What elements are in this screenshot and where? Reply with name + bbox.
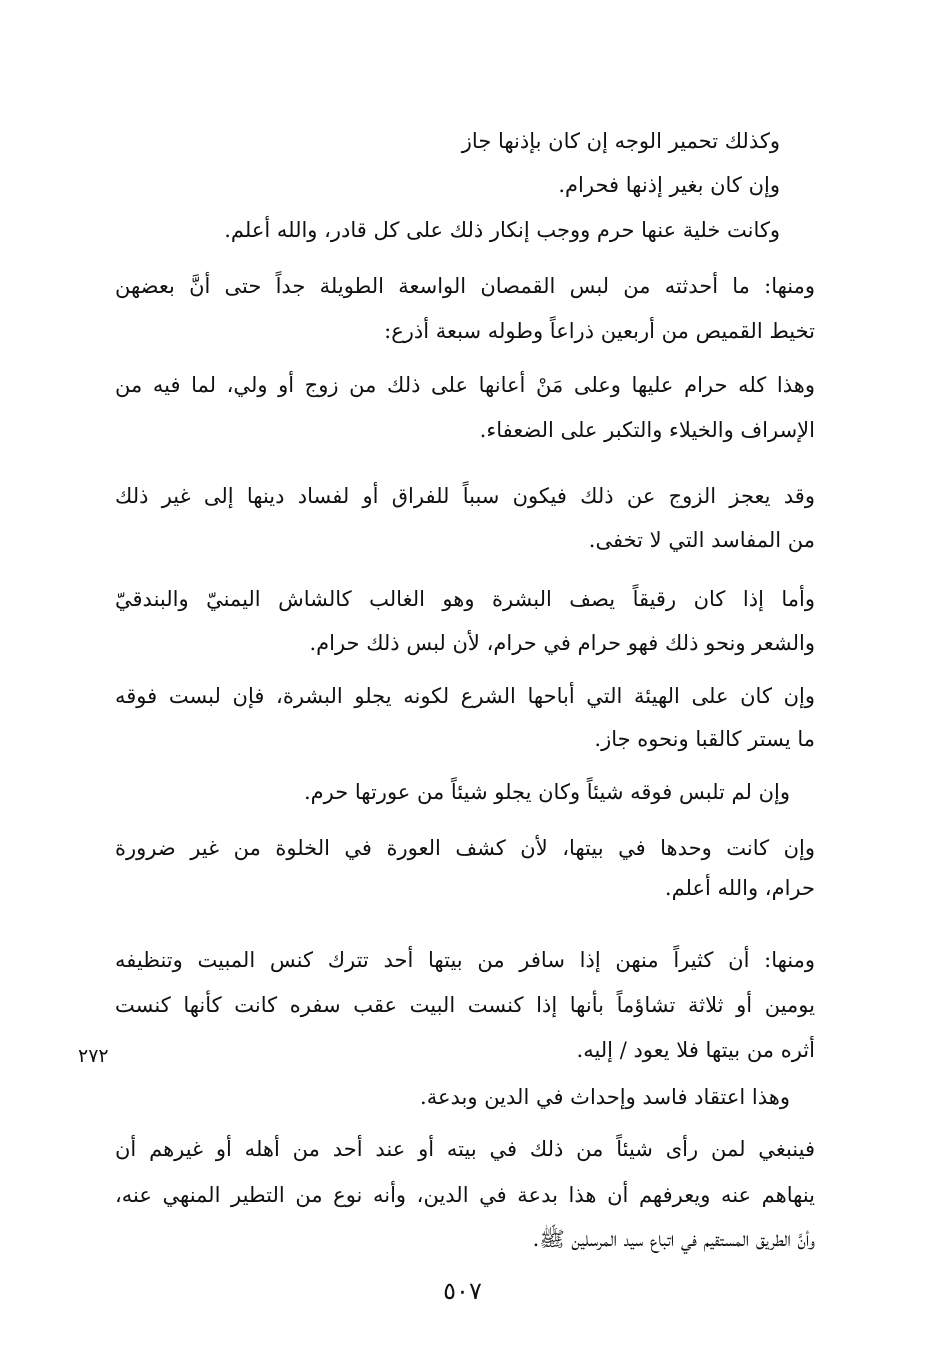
text-line: ومنها: أن كثيراً منهن إذا سافر من بيتها أحد تترك كنس المبيت وتنظيفه [115, 948, 815, 972]
text-line: يومين أو ثلاثة تشاؤماً بأنها إذا كنست البيت عقب سفره كانت كأنها كنست [115, 993, 815, 1017]
text-line: وإن كان بغير إذنها فحرام. [558, 173, 780, 197]
text-line: الإسراف والخيلاء والتكبر على الضعفاء. [479, 418, 815, 442]
text-line: وأما إذا كان رقيقاً يصف البشرة وهو الغالب كالشاش اليمنيّ والبندقيّ [115, 587, 815, 611]
text-line: من المفاسد التي لا تخفى. [588, 528, 815, 552]
text-line: ومنها: ما أحدثته من لبس القمصان الواسعة الطويلة جداً حتى أنَّ بعضهن [115, 274, 815, 298]
text-line: والشعر ونحو ذلك فهو حرام في حرام، لأن لبس ذلك حرام. [309, 631, 815, 655]
text-line: وإن لم تلبس فوقه شيئاً وكان يجلو شيئاً من عورتها حرم. [303, 780, 790, 804]
text-line: وكانت خلية عنها حرم ووجب إنكار ذلك على كل قادر، والله أعلم. [224, 218, 780, 242]
text-line: وقد يعجز الزوج عن ذلك فيكون سبباً للفراق أو لفساد دينها إلى غير ذلك [115, 484, 815, 508]
text-line: ينهاهم عنه ويعرفهم أن هذا بدعة في الدين، وأنه نوع من التطير المنهي عنه، [115, 1183, 815, 1207]
margin-reference-number: ٢٧٢ [78, 1045, 109, 1067]
text-line: وأنَّ الطريق المستقيم في اتباع سيد المرسلين ﷺ. [532, 1227, 815, 1251]
text-line: حرام، والله أعلم. [664, 876, 815, 900]
text-line: تخيط القميص من أربعين ذراعاً وطوله سبعة أذرع: [384, 319, 815, 343]
text-line: ما يستر كالقبا ونحوه جاز. [594, 727, 815, 751]
text-line: فينبغي لمن رأى شيئاً من ذلك في بيته أو عند أحد من أهله أو غيرهم أن [115, 1137, 815, 1161]
text-line: وإن كانت وحدها في بيتها، لأن كشف العورة في الخلوة من غير ضرورة [115, 836, 815, 860]
text-line: وهذا اعتقاد فاسد وإحداث في الدين وبدعة. [420, 1085, 790, 1109]
text-line: وكذلك تحمير الوجه إن كان بإذنها جاز [461, 129, 780, 153]
text-line: وهذا كله حرام عليها وعلى مَنْ أعانها على ذلك من زوج أو ولي، لما فيه من [115, 373, 815, 397]
text-line: أثره من بيتها فلا يعود / إليه. [576, 1038, 815, 1062]
text-line: وإن كان على الهيئة التي أباحها الشرع لكونه يجلو البشرة، فإن لبست فوقه [115, 684, 815, 708]
page-number: ٥٠٧ [443, 1277, 482, 1305]
